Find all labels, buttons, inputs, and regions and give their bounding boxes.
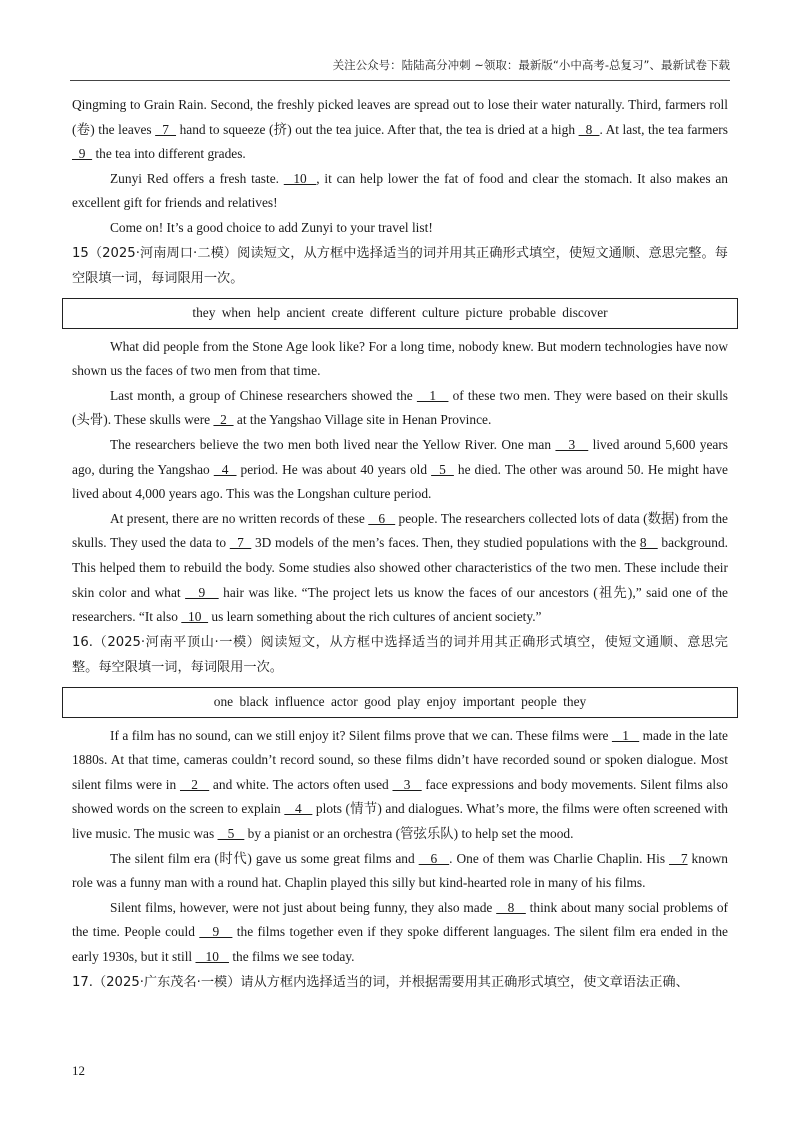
blank-8: 8 [639,535,658,551]
blank-9: 9 [199,924,233,940]
blank-5: 5 [431,461,454,477]
blank-9: 9 [185,584,219,600]
blank-10: 10 [283,170,317,186]
blank-7: 7 [229,535,252,551]
q15-paragraph-2: Last month, a group of Chinese researchers showed the 1 of these two men. They were based on their skulls (头骨). These skulls were 2 at the Yangshao Village site in Henan Province. [72,387,729,428]
q16-paragraph-3: Silent films, however, were not just about being funny, they also made 8 think about many social problems of the time. People could 9 the films together even if they spoke different languages. The silent film era ended in the early 1930s, but it still 10 the films we see today. [72,899,729,965]
q15-paragraph-1: What did people from the Stone Age look like? For a long time, nobody knew. But modern technologies have now shown us the faces of two men from that time. [72,338,728,379]
blank-3: 3 [392,776,422,792]
q15-paragraph-3: The researchers believe the two men both lived near the Yellow River. One man 3 lived around 5,600 years ago, during the Yangshao 4 period. He was about 40 years old 5 he died. The other was around 50. He might have lived about 4,000 years ago. This was the Longshan culture period. [72,436,729,502]
blank-2: 2 [179,776,210,792]
q16-paragraph-1: If a film has no sound, can we still enjoy it? Silent films prove that we can. These films were 1 made in the late 1880s. At that time, cameras couldn’t record sound, so these films didn’t have recorded sound or spoken dialogue. Most silent films were in 2 and white. The actors often used 3 face expressions and body movements. Silent films also showed words on the screen to explain 4 plots (情节) and dialogues. What’s more, the films were often screened with live music. The music was 5 by a pianist or an orchestra (管弦乐队) to help set the mood. [72,727,728,842]
blank-5: 5 [217,826,245,842]
blank-3: 3 [555,436,589,452]
q16-paragraph-2: The silent film era (时代) gave us some great films and 6 . One of them was Charlie Chaplin. His 7 known role was a funny man with a round hat. Chaplin played this silly but kind-hearted role in many of his films. [72,850,728,891]
document-body [72,93,728,995]
blank-10: 10 [195,949,229,965]
blank-10: 10 [181,609,209,625]
blank-4: 4 [284,801,313,817]
question-16-title: 16.（2025·河南平顶山·一模）阅读短文，从方框中选择适当的词并用其正确形式填空，使短文通顺、意思完整。每空限填一词，每词限用一次。 [72,634,728,675]
question-17-title: 17.（2025·广东茂名·一模）请从方框内选择适当的词，并根据需要用其正确形式填空，使文章语法正确、 [72,974,689,990]
q15-paragraph-4: At present, there are no written records of these 6 people. The researchers collected lots of data (数据) from the skulls. They used the data to 7 3D models of the men’s faces. Then, they studied populations with the 8 background. This helped them to rebuild the body. Some studies also showed other characteristics of the two men. These include their skin color and what 9 hair was like. “The project lets us know the faces of our ancestors (祖先),” said one of the researchers. “It also 10 us learn something about the rich cultures of ancient society.” [72,510,729,625]
blank-9: 9 [72,146,93,162]
question-16-word-box: one black influence actor good play enjoy important people they [62,687,738,718]
tea-paragraph-2: Zunyi Red offers a fresh taste. 10 , it can help lower the fat of food and clear the stomach. It also makes an excellent gift for friends and relatives! [72,170,728,211]
tea-paragraph-1: Qingming to Grain Rain. Second, the freshly picked leaves are spread out to lose their water naturally. Third, farmers roll (卷) the leaves 7 hand to squeeze (挤) out the tea juice. After that, the tea is dried at a high 8 . At last, the tea farmers 9 the tea into different grades. [72,97,728,162]
blank-8: 8 [496,899,526,915]
blank-6: 6 [368,510,396,526]
blank-4: 4 [213,461,237,477]
page-number: 12 [72,1063,85,1078]
page-header: 关注公众号：陆陆高分冲刺 ~领取：最新版“小中高考-总复习”、最新试卷下载 [332,58,730,72]
blank-2: 2 [213,412,234,428]
tea-paragraph-3: Come on! It’s a good choice to add Zunyi to your travel list! [110,219,433,235]
blank-1: 1 [611,727,640,743]
blank-7: 7 [669,850,688,866]
blank-6: 6 [418,850,450,866]
blank-7: 7 [155,121,177,137]
question-15-word-box: they when help ancient create different culture picture probable discover [62,298,738,329]
blank-8: 8 [578,121,600,137]
header-divider [70,80,730,81]
blank-1: 1 [416,387,449,403]
question-15-title: 15（2025·河南周口·二模）阅读短文，从方框中选择适当的词并用其正确形式填空，使短文通顺、意思完整。每空限填一词，每词限用一次。 [72,245,728,286]
